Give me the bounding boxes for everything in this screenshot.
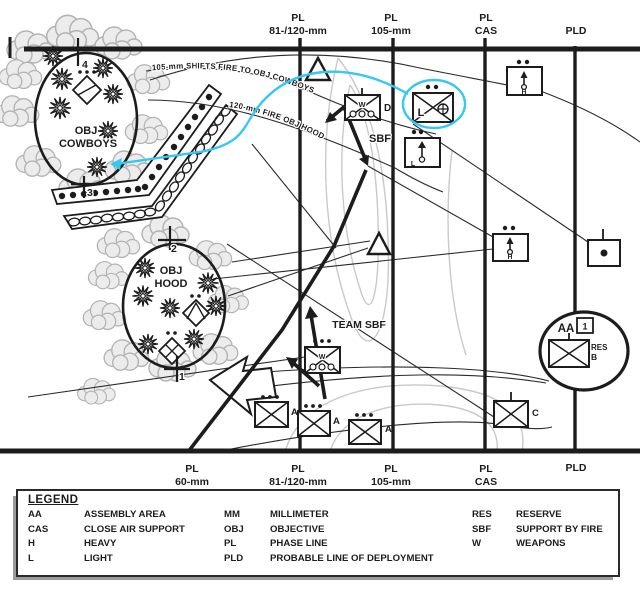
legend-entry [224, 508, 472, 523]
heavy-mortar-section-symbol [507, 60, 542, 96]
light-letter: L [417, 107, 425, 119]
unit-designation: A [291, 407, 298, 418]
legend-def: PROBABLE LINE OF DEPLOYMENT [270, 552, 434, 564]
cloud-icon [125, 115, 167, 144]
legend-abbr: MM [224, 509, 240, 520]
pl-label: 105-mm [371, 476, 411, 486]
marker-number: 3 [87, 187, 93, 199]
legend-def: MILLIMETER [270, 509, 329, 520]
reserve-company-letter: B [591, 352, 598, 362]
legend-def: RESERVE [516, 509, 562, 520]
cloud-icon [0, 96, 39, 126]
legend-def: ASSEMBLY AREA [84, 509, 166, 520]
light-mortar-section-symbol [405, 130, 440, 168]
cloud-icon [0, 60, 42, 89]
mortar-position-triangle-icon [306, 58, 330, 80]
mortar-position-triangle-icon [368, 233, 390, 254]
burst-icon [160, 298, 180, 318]
weapons-letter: W [318, 354, 326, 361]
legend-column [224, 508, 472, 566]
legend-abbr: L [28, 552, 34, 564]
legend-def: PHASE LINE [270, 538, 328, 549]
legend-columns [28, 508, 608, 566]
reserve-label: RES [591, 343, 608, 352]
legend-entry [472, 508, 608, 523]
objective-hood [123, 244, 226, 368]
legend-entry [28, 552, 224, 567]
pl-label: 81-/120-mm [269, 476, 327, 486]
unit-designation: A [333, 416, 340, 427]
pl-label: PL [291, 12, 305, 24]
legend-entry [28, 508, 224, 523]
shift-fire-text: 105-mm SHIFTS FIRE TO OBJ COWBOYS [151, 61, 316, 95]
cloud-icon [97, 229, 139, 258]
pl-label: PL [185, 463, 199, 475]
marker-number: 1 [179, 371, 185, 383]
gun-position-symbol [588, 229, 620, 266]
legend-abbr: RES [472, 509, 492, 520]
team-sbf-label: TEAM SBF [332, 319, 386, 331]
legend-entry [224, 523, 472, 538]
heavy-letter: H [507, 254, 513, 261]
pl-label: PL [479, 12, 493, 24]
objective-label: HOOD [154, 278, 188, 290]
assembly-area-number: 1 [582, 321, 588, 332]
legend-abbr: SBF [472, 523, 492, 535]
pl-label: 60-mm [175, 476, 209, 486]
legend-def: LIGHT [84, 552, 113, 564]
unit-designation: C [532, 408, 539, 419]
cloud-icon [78, 378, 116, 404]
sbf-label: SBF [369, 133, 391, 145]
legend-def: WEAPONS [516, 538, 566, 549]
marker-number: 2 [171, 243, 177, 255]
burst-icon [51, 68, 73, 90]
enemy-unit-diamond [73, 70, 101, 104]
shift-fire-annotation [151, 61, 316, 95]
legend-def: CLOSE AIR SUPPORT [84, 523, 185, 535]
enemy-unit-diamond [183, 294, 209, 326]
burst-icon [103, 84, 123, 104]
pl-label: CAS [474, 25, 498, 37]
light-letter: L [410, 161, 416, 168]
objective-label: COWBOYS [58, 138, 118, 150]
assembly-area-symbol [540, 312, 628, 390]
legend-entry [28, 523, 224, 538]
objective-label: OBJ [159, 265, 183, 277]
pl-label: PL [384, 463, 398, 475]
burst-icon [49, 97, 71, 119]
cloud-icon [189, 241, 231, 270]
rifle-company-c-symbol [494, 392, 539, 427]
pl-label: PLD [565, 25, 587, 37]
rifle-platoon-a-symbol [255, 395, 298, 427]
legend-title: LEGEND [28, 494, 79, 506]
legend-abbr: AA [28, 509, 42, 520]
marker-number: 4 [82, 59, 88, 71]
legend-abbr: H [28, 538, 35, 549]
cloud-icon [95, 27, 142, 59]
legend-column [28, 508, 224, 566]
legend-box [16, 489, 620, 577]
legend-entry [472, 537, 608, 552]
pl-label: PL [479, 463, 493, 475]
crossed-circle-glyph [438, 104, 448, 114]
legend-entry [28, 537, 224, 552]
pl-label: PLD [565, 462, 587, 474]
pl-label: 105-mm [371, 25, 411, 37]
terrain-contours [285, 58, 523, 452]
legend-abbr: CAS [28, 523, 49, 535]
objective-label: OBJ [74, 125, 98, 137]
pl-label: CAS [474, 476, 498, 486]
pl-label: PL [384, 12, 398, 24]
legend-abbr: W [472, 538, 482, 549]
legend-abbr: PLD [224, 552, 244, 564]
legend-def: SUPPORT BY FIRE [516, 523, 603, 535]
light-infantry-section-symbol [413, 85, 453, 122]
legend-entry [224, 537, 472, 552]
fire-hood-annotation [229, 100, 326, 141]
cloud-icon [83, 301, 125, 330]
legend-abbr: PL [224, 538, 237, 549]
burst-icon [133, 286, 154, 307]
legend-def: OBJECTIVE [270, 523, 325, 535]
heavy-mortar-section-symbol [493, 226, 528, 261]
legend-entry [224, 552, 472, 567]
legend-entry [472, 523, 608, 538]
legend-column [472, 508, 608, 566]
cloud-icon [142, 215, 189, 247]
burst-icon [198, 273, 219, 294]
cloud-icon [88, 262, 128, 289]
pl-label: PL [291, 463, 305, 475]
weapons-letter: W [358, 100, 366, 109]
cloud-icon [47, 15, 99, 50]
assembly-area-label: AA [557, 323, 575, 335]
team-sbf-arrowhead [305, 306, 318, 319]
weapons-platoon-symbol [305, 339, 340, 373]
unit-designation: A [385, 424, 392, 435]
legend-def: HEAVY [84, 538, 117, 549]
legend-abbr: OBJ [224, 523, 244, 535]
weapons-company-d-symbol [345, 88, 391, 120]
rifle-platoon-a-symbol [349, 413, 392, 444]
fire-hood-text: 120-mm FIRE OBJ HOOD [228, 100, 327, 142]
rifle-platoon-a-symbol [298, 404, 340, 436]
unit-designation: D [384, 103, 392, 114]
pl-label: 81-/120-mm [269, 25, 327, 37]
heavy-letter: H [521, 89, 527, 96]
